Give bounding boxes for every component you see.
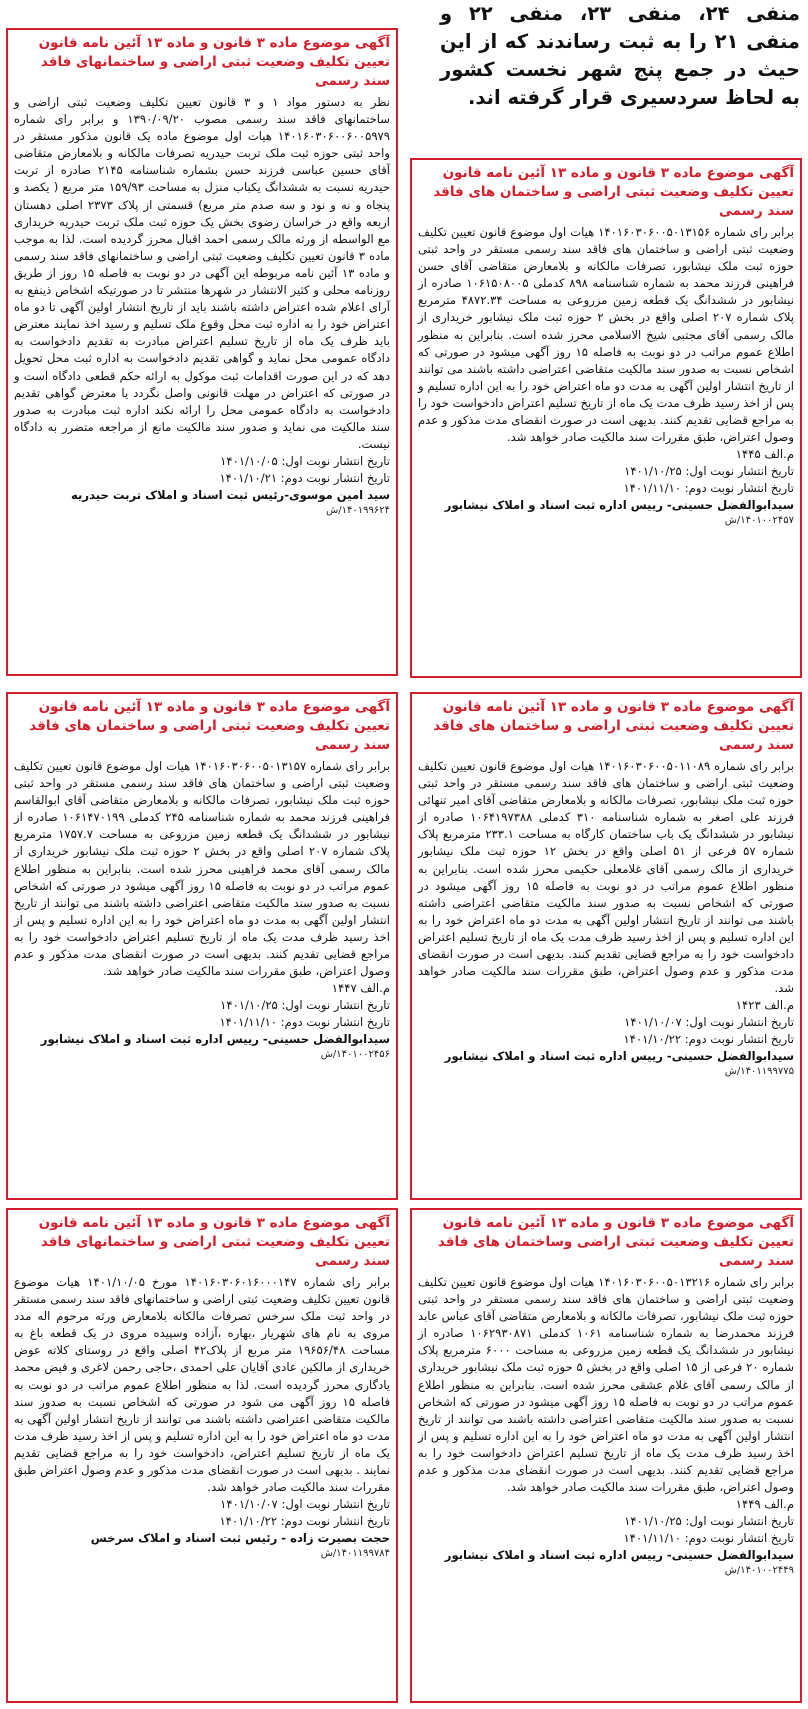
notice-date-second: تاریخ انتشار نوبت دوم: ۱۴۰۱/۱۰/۲۲ — [623, 1032, 794, 1047]
notice-date-second: تاریخ انتشار نوبت دوم: ۱۴۰۱/۱۰/۲۱ — [219, 470, 390, 485]
notice-ref: م.الف ۱۴۴۹ — [735, 1497, 794, 1512]
notice-date-first: تاریخ انتشار نوبت اول: ۱۴۰۱/۱۰/۰۷ — [624, 1015, 794, 1030]
notice-body: برابر رای شماره ۱۴۰۱۶۰۳۰۶۰۰۵۰۱۳۱۵۶ هیات اول موضوع قانون تعیین تکلیف وضعیت ثبتی اراضی و ساختمان های فاقد سند رسمی مستقر در واحد ثبتی حوزه ثبت ملک نیشابور، تصرفات مالکانه و بلامعارض متقاضی آقای حسن فراهینی فرزند محمد به شماره شناسنامه ۸۹۸ کدملی ۱۰۶۱۵۰۸۰۰۵ صادره از نیشابور در ششدانگ یک قطعه زمین مزروعی به مساحت ۴۸۷۲.۳۴ مترمربع پلاک شماره ۲۰۷ اصلی واقع در بخش ۲ حوزه ثبت ملک نیشابور خریداری از مالک رسمی آقای مجتبی شیخ الاسلامی محرز شده است. بنابراین به منظور اطلاع عموم مراتب در دو نوبت به فاصله ۱۵ روز آگهی میشود در صورتی که اشخاص نسبت به صدور سند مالکیت متقاضی اعتراضی داشته باشند می توانند از تاریخ انتشار اولین آگهی به مدت دو ماه اعتراض خود را به این اداره تسلیم و پس از اخذ رسید ظرف مدت یک ماه از تاریخ تسلیم اعتراض دادخواست خود را به مراجع قضایی تقدیم کنند. بدیهی است در صورت انقضای مدت مذکور و عدم وصول اعتراض، طبق مقررات سند مالکیت صادر خواهد شد. — [417, 225, 795, 445]
article-snippet: منفی ۲۴، منفی ۲۳، منفی ۲۲ و منفی ۲۱ را به ثبت رساندند که از این حیث در جمع پنج شهر نخست کشور به لحاظ سردسیری قرار گرفته اند. — [440, 2, 800, 109]
notice-code: ۱۴۰۱۱۹۹۷۷۵/ش — [724, 1066, 794, 1078]
notice-title: آگهی موضوع ماده ۳ قانون و ماده ۱۳ آئین نامه قانون تعیین تکلیف وضعیت ثبتی اراضی وساختمان های فاقد سند رسمی — [437, 1215, 794, 1269]
notice-title: آگهی موضوع ماده ۳ قانون و ماده ۱۳ آئین نامه قانون تعیین تکلیف وضعیت ثبتی اراضی و ساختمانهای فاقد سند رسمی — [38, 35, 390, 89]
notice-title: آگهی موضوع ماده ۳ قانون و ماده ۱۳ آئین نامه قانون تعیین تکلیف وضعیت ثبتی اراضی و ساختمان های فاقد سند رسمی — [433, 699, 794, 753]
notice-date-second: تاریخ انتشار نوبت دوم: ۱۴۰۱/۱۰/۲۲ — [219, 1514, 390, 1529]
notice-body: نظر به دستور مواد ۱ و ۳ قانون تعیین تکلیف وضعیت ثبتی اراضی و ساختمانهای فاقد سند رسمی مصوب ۱۳۹۰/۰۹/۲۰ و برابر رای شماره ۱۴۰۱۶۰۳۰۶۰۰۶۰۰۵۹۷۹ هیات اول موضوع ماده یک قانون مذکور مستقر در واحد ثبتی حوزه ثبت ملک تربت حیدریه تصرفات مالکانه و بلامعارض متقاضی آقای حسین عباسی فرزند حسن بشماره شناسنامه ۲۱۴۵ صادره از تربت حیدریه نسبت به ششدانگ یکباب منزل به مساحت ۱۵۹/۹۳ متر مربع ( یکصد و پنجاه و نه و نود و سه صدم متر مربع) قسمتی از پلاک ۲۳۷۳ اصلی دهستان اربعه واقع در خراسان رضوی بخش یک حوزه ثبت ملک تربت حیدریه خریداری مع الواسطه از ورثه مالک رسمی احمد اقبال محرز گردیده است. لذا به موجب ماده ۳ قانون تعیین تکلیف وضعیت ثبتی اراضی و ساختمانهای فاقد سند رسمی و ماده ۱۳ آئین نامه مربوطه این آگهی در دو نوبت به فاصله ۱۵ روز از طریق روزنامه محلی و کثیر الانتشار در شهرها منتشر تا در صورتیکه اشخاص ذینفع به آرای اعلام شده اعتراض داشته باشند باید از تاریخ انتشار اولین آگهی تا دو ماه اعتراض خود را به اداره ثبت محل وقوع ملک تسلیم و رسید اخذ نمایند معترض باید ظرف یک ماه از تاریخ تسلیم اعتراض مبادرت به تقدیم دادخواست به دادگاه عمومی محل نماید و گواهی تقدیم دادخواست به اداره ثبت محل تحویل دهد که در این صورت اقدامات ثبت موکول به ارائه حکم قطعی دادگاه است و در صورتی که اعتراض در مهلت قانونی واصل نگردد یا معترض گواهی تقدیم دادخواست به دادگاه عمومی محل را ارائه نکند اداره ثبت مبادرت به صدور سند مالکیت می نماید و صدور سند مالکیت مانع از مراجعه متضرر به دادگاه نیست. — [14, 95, 390, 451]
notice-signature: سید امین موسوی-رئیس ثبت اسناد و املاک تربت حیدریه — [71, 487, 390, 502]
notice-ref: م.الف ۱۴۴۷ — [331, 981, 390, 996]
notice-torbat-heydarieh — [6, 28, 398, 676]
notice-date-second: تاریخ انتشار نوبت دوم: ۱۴۰۱/۱۱/۱۰ — [219, 1015, 390, 1030]
notice-neyshabur-1423 — [410, 692, 802, 1200]
notice-date-first: تاریخ انتشار نوبت اول: ۱۴۰۱/۱۰/۲۵ — [624, 464, 794, 479]
notice-title: آگهی موضوع ماده ۳ قانون و ماده ۱۳ آئین نامه قانون تعیین تکلیف وضعیت ثبتی اراضی و ساختمان های فاقد سند رسمی — [29, 699, 390, 753]
notice-date-second: تاریخ انتشار نوبت دوم: ۱۴۰۱/۱۱/۱۰ — [623, 1531, 794, 1546]
notice-ref: م.الف ۱۴۲۳ — [735, 998, 794, 1013]
notice-neyshabur-1447 — [6, 692, 398, 1200]
notice-signature: سیدابوالفضل حسینی- رییس اداره ثبت اسناد و املاک نیشابور — [40, 1032, 390, 1047]
notice-neyshabur-1449 — [410, 1208, 802, 1703]
notice-body: برابر رای شماره ۱۴۰۱۶۰۳۰۶۰۰۵۰۱۳۲۱۶ هیات اول موضوع قانون تعیین تکلیف وضعیت ثبتی اراضی و ساختمان های فاقد سند رسمی مستقر در واحد ثبتی حوزه ثبت ملک نیشابور، تصرفات مالکانه و بلامعارض متقاضی آقای عباس عابد فرزند محمدرضا به شماره شناسنامه ۱۰۶۱ کدملی ۱۰۶۲۹۳۰۸۷۱ صادره از نیشابور در ششدانگ یک قطعه زمین مزروعی به مساحت ۶۰۰۰ مترمربع پلاک شماره ۲۰ فرعی از ۱۵ اصلی واقع در بخش ۵ حوزه ثبت ملک نیشابور خریداری از مالک رسمی آقای غلام عشقی محرز شده است. بنابراین به منظور اطلاع عموم مراتب در دو نوبت به فاصله ۱۵ روز آگهی میشود در صورتی که اشخاص نسبت به صدور سند مالکیت متقاضی اعتراضی داشته باشند می توانند از تاریخ انتشار اولین آگهی به مدت دو ماه اعتراض خود را به این اداره تسلیم و پس از اخذ رسید ظرف مدت یک ماه از تاریخ تسلیم اعتراض دادخواست خود را به مراجع قضایی تقدیم کنند. بدیهی است در صورت انقضای مدت مذکور و عدم وصول اعتراض، طبق مقررات سند مالکیت صادر خواهد شد. — [418, 1275, 795, 1495]
notice-date-first: تاریخ انتشار نوبت اول: ۱۴۰۱/۱۰/۲۵ — [624, 1514, 794, 1529]
notice-code: ۱۴۰۱۰۰۲۴۴۹/ش — [724, 1565, 794, 1577]
notice-title: آگهی موضوع ماده ۳ قانون و ماده ۱۳ آئین نامه قانون تعیین تکلیف وضعیت ثبتی اراضی و ساختمانهای فاقد سند رسمی — [38, 1215, 390, 1269]
notice-code: ۱۴۰۱۱۹۹۷۸۴/ش — [320, 1548, 390, 1560]
notice-title: آگهی موضوع ماده ۳ قانون و ماده ۱۳ آئین نامه قانون تعیین تکلیف وضعیت ثبتی اراضی و ساختمان های فاقد سند رسمی — [433, 165, 794, 219]
notice-date-first: تاریخ انتشار نوبت اول: ۱۴۰۱/۱۰/۰۵ — [220, 453, 390, 468]
notice-ref: م.الف ۱۴۴۵ — [735, 447, 794, 462]
notice-signature: سیدابوالفضل حسینی- رییس اداره ثبت اسناد و املاک نیشابور — [444, 1049, 794, 1064]
notice-signature: سیدابوالفضل حسینی- رییس اداره ثبت اسناد و املاک نیشابور — [444, 498, 794, 513]
notice-sarakhs — [6, 1208, 398, 1703]
notice-date-first: تاریخ انتشار نوبت اول: ۱۴۰۱/۱۰/۰۷ — [220, 1497, 390, 1512]
notice-body: برابر رای شماره ۱۴۰۱۶۰۳۰۶۰۰۵۰۱۳۱۵۷ هیات اول موضوع قانون تعیین تکلیف وضعیت ثبتی اراضی و ساختمان های فاقد سند رسمی مستقر در واحد ثبتی حوزه ثبت ملک نیشابور، تصرفات مالکانه و بلامعارض متقاضی آقای ابوالقاسم فراهینی فرزند محمد به شماره شناسنامه ۲۴۵ کدملی ۱۰۶۱۴۷۰۱۹۹ صادره از نیشابور در ششدانگ یک قطعه زمین مزروعی به مساحت ۱۷۵۷.۷ مترمربع پلاک شماره ۲۰۷ اصلی واقع در بخش ۲ حوزه ثبت ملک نیشابور خریداری از مالک رسمی آقای محمد فراهینی محرز شده است. بنابراین به منظور اطلاع عموم مراتب در دو نوبت به فاصله ۱۵ روز آگهی میشود در صورتی که اشخاص نسبت به صدور سند مالکیت متقاضی اعتراضی داشته باشند می توانند از تاریخ انتشار اولین آگهی به مدت دو ماه اعتراض خود را به این اداره تسلیم و پس از اخذ رسید ظرف مدت یک ماه از تاریخ تسلیم اعتراض دادخواست خود را به مراجع قضایی تقدیم کنند. بدیهی است در صورت انقضای مدت مذکور و عدم وصول اعتراض، طبق مقررات سند مالکیت صادر خواهد شد. — [14, 759, 391, 979]
notice-code: ۱۴۰۱۹۹۶۲۴/ش — [326, 504, 390, 516]
notice-code: ۱۴۰۱۰۰۲۴۵۷/ش — [724, 515, 794, 527]
notice-date-second: تاریخ انتشار نوبت دوم: ۱۴۰۱/۱۱/۱۰ — [623, 481, 794, 496]
notice-body: برابر رای شماره ۱۴۰۱۶۰۳۰۶۰۰۵۰۱۱۰۸۹ هیات اول موضوع قانون تعیین تکلیف وضعیت ثبتی اراضی و ساختمان های فاقد سند رسمی مستقر در واحد ثبتی حوزه ثبت ملک نیشابور، تصرفات مالکانه و بلامعارض متقاضی آقای امیر تنهائی فرزند علی اصغر به شماره شناسنامه ۳۱۰ کدملی ۱۰۶۴۱۹۷۳۸۸ صادره از نیشابور در ششدانگ یک باب ساختمان کارگاه به مساحت ۲۳۳.۱ مترمربع پلاک شماره ۵۷ فرعی از ۵۱ اصلی واقع در بخش ۱۲ حوزه ثبت ملک نیشابور خریداری از مالک رسمی آقای غلامعلی حکیمی محرز شده است. بنابراین به منظور اطلاع عموم مراتب در دو نوبت به فاصله ۱۵ روز آگهی میشود در صورتی که اشخاص نسبت به صدور سند مالکیت متقاضی اعتراضی داشته باشند می توانند از تاریخ انتشار اولین آگهی به مدت دو ماه اعتراض خود را به این اداره تسلیم و پس از اخذ رسید ظرف مدت یک ماه از تاریخ تسلیم اعتراض دادخواست خود را به مراجع قضایی تقدیم کنند. بدیهی است در صورت انقضای مدت مذکور و عدم وصول اعتراض، طبق مقررات سند مالکیت صادر خواهد شد. — [418, 759, 794, 996]
notice-signature: حجت بصیرت زاده - رئیس ثبت اسناد و املاک سرخس — [90, 1531, 390, 1546]
notice-code: ۱۴۰۱۰۰۲۴۵۶/ش — [320, 1049, 390, 1061]
notice-date-first: تاریخ انتشار نوبت اول: ۱۴۰۱/۱۰/۲۵ — [220, 998, 390, 1013]
notice-neyshabur-1445 — [410, 158, 802, 678]
notice-body: برابر رای شماره ۱۴۰۱۶۰۳۰۶۰۱۶۰۰۰۱۴۷ مورخ ۱۴۰۱/۱۰/۰۵ هیات موضوع قانون تعیین تکلیف وضعیت ثبتی اراضی و ساختمانهای فاقد سند رسمی مستقر در واحد ثبت ملک سرخس تصرفات مالکانه بلامعارض ورثه مرحوم اله مدد مروی به نام های شهریار ،بهاره ،آزاده وسپیده مروی در یک قطعه باغ به مساحت ۱۹۶۵۶/۴۸ متر مربع از پلاک۴۲ اصلی واقع در روستای کلاته عوض خریداری از مالکین عادی آقایان علی احمدی ،حاجی رحمن لاغری و فیض محمد یادگاری محرز گردیده است. لذا به منظور اطلاع عموم مراتب در دو نوبت به فاصله ۱۵ روز آگهی می شود در صورتی که اشخاص نسبت به صدور سند مالکیت متقاضی اعتراضی داشته باشند می توانند از تاریخ انتشار اولین آگهی به مدت دو ماه اعتراض خود را به این اداره تسلیم و پس از اخذ رسید ظرف مدت یک ماه از تاریخ تسلیم اعتراض، دادخواست خود را به مراجع قضایی تقدیم نمایند . بدیهی است در صورت انقضای مدت مذکور و عدم وصول اعتراض طبق مقررات سند مالکیت صادر خواهد شد. — [14, 1275, 391, 1495]
notice-signature: سیدابوالفضل حسینی- رییس اداره ثبت اسناد و املاک نیشابور — [444, 1548, 794, 1563]
